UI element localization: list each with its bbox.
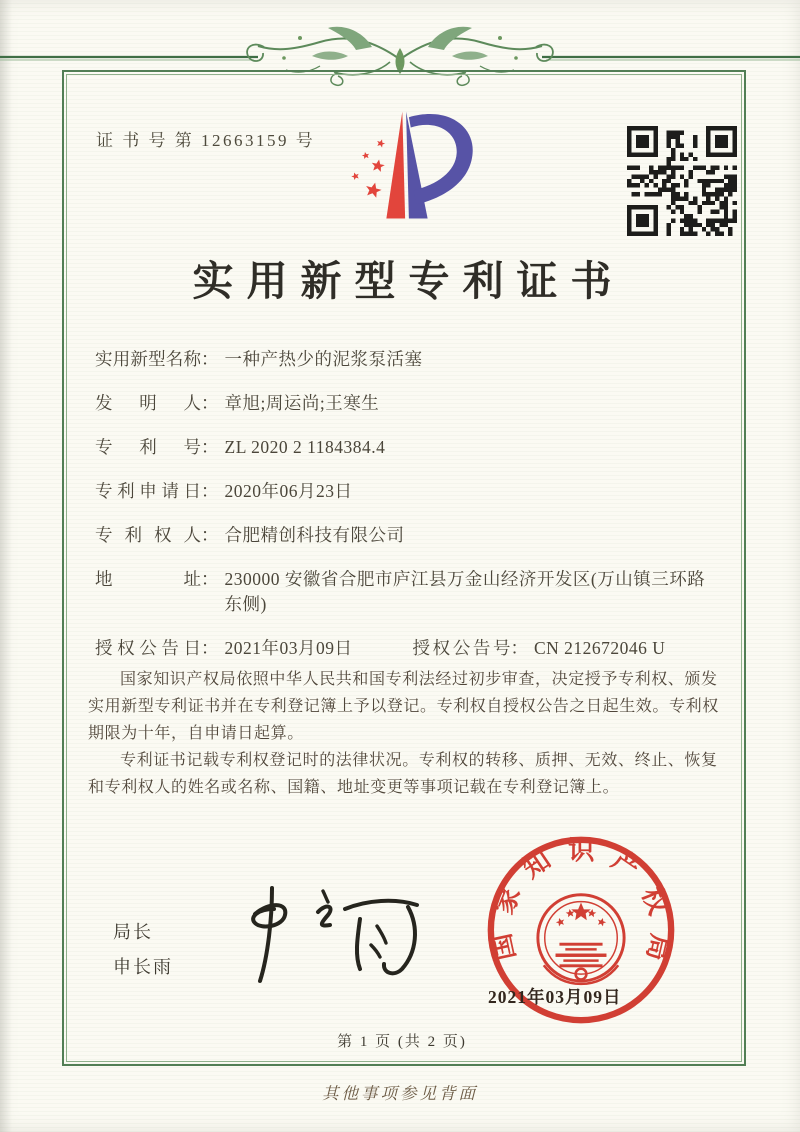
legal-paragraph-2: 专利证书记载专利权登记时的法律状况。专利权的转移、质押、无效、终止、恢复和专利权人的姓名或名称、国籍、地址变更等事项记载在专利登记簿上。: [88, 752, 718, 796]
field-row-filing-date: [95, 479, 715, 504]
certificate-number: 证 书 号 第 12663159 号: [96, 131, 316, 150]
field-label: 地址: [95, 569, 201, 589]
field-value: 2021年03月09日: [224, 638, 353, 658]
legal-paragraph-1: 国家知识产权局依照中华人民共和国专利法经过初步审查，决定授予专利权、颁发实用新型专利证书并在专利登记簿上予以登记。专利权自授权公告之日起生效。专利权期限为十年，自申请日起算。: [88, 671, 719, 742]
field-label: 授权公告日: [95, 638, 201, 658]
field-group-grant-number: [413, 636, 666, 661]
field-label: 发明人: [95, 393, 201, 413]
field-value: 合肥精创科技有限公司: [224, 525, 405, 545]
field-group-grant-date: [95, 636, 353, 661]
certificate-fields: [95, 347, 715, 680]
field-colon: ：: [201, 569, 219, 589]
legal-text: [88, 666, 720, 801]
field-value: 230000 安徽省合肥市庐江县万金山经济开发区(万山镇三环路东侧): [224, 569, 706, 614]
field-value: CN 212672046 U: [534, 638, 666, 658]
field-colon: ：: [201, 349, 219, 369]
field-colon: ：: [201, 638, 219, 658]
field-colon: ：: [510, 638, 528, 658]
field-value: 一种产热少的泥浆泵活塞: [224, 349, 423, 369]
field-label: 专利申请日: [95, 481, 201, 501]
seal-date: 2021年03月09日: [488, 987, 622, 1007]
field-row-grant: [95, 636, 715, 661]
field-row-inventors: [95, 391, 715, 416]
page-number: 第 1 页 (共 2 页): [337, 1034, 467, 1050]
cnipa-logo-icon: [332, 104, 482, 226]
handwritten-signature-icon: [225, 878, 440, 990]
national-emblem-icon: [538, 895, 624, 984]
field-colon: ：: [201, 437, 219, 457]
field-row-patentee: [95, 523, 715, 548]
commissioner-title: 局长: [113, 922, 153, 942]
back-side-note: 其他事项参见背面: [322, 1084, 478, 1103]
field-value: 2020年06月23日: [224, 481, 353, 501]
field-row-patent-number: [95, 435, 715, 460]
qr-code-icon: [627, 126, 737, 236]
field-label: 授权公告号: [412, 638, 511, 658]
certificate-title: 实用新型专利证书: [192, 258, 625, 304]
field-colon: ：: [201, 481, 219, 501]
field-value: ZL 2020 2 1184384.4: [224, 437, 386, 457]
field-colon: ：: [201, 525, 219, 545]
commissioner-name: 申长雨: [113, 957, 173, 977]
field-row-address: [95, 567, 715, 617]
field-value: 章旭;周运尚;王寒生: [224, 393, 380, 413]
field-label: 专利权人: [95, 525, 201, 545]
seal-ring-text: 国家知识产权局: [485, 835, 677, 964]
field-label: 实用新型名称: [95, 349, 201, 369]
field-label: 专利号: [95, 437, 201, 457]
field-colon: ：: [201, 393, 219, 413]
field-row-utility-model-name: [95, 347, 715, 372]
